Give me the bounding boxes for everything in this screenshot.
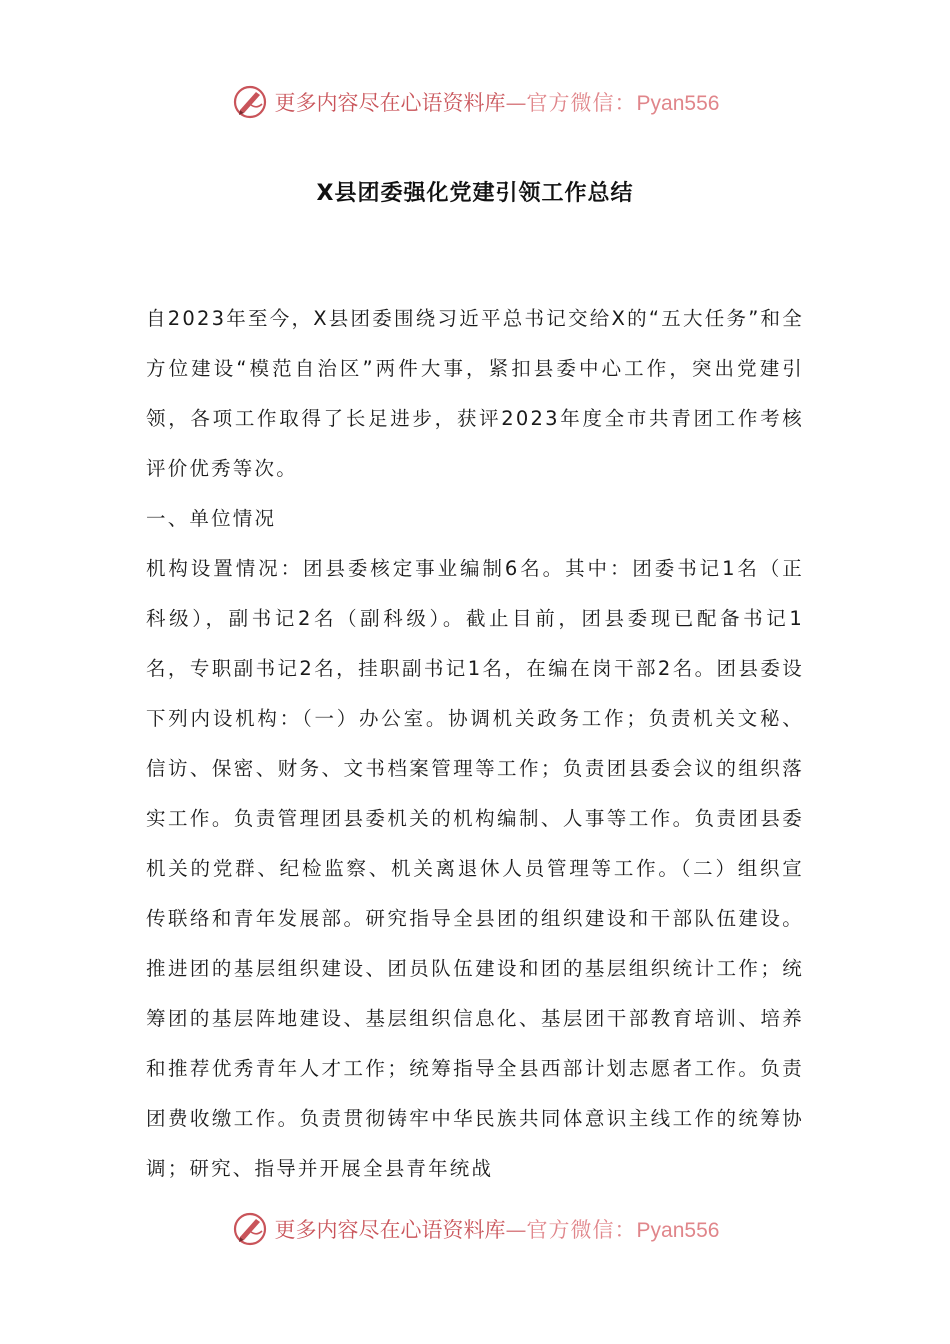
document-body [146,294,804,1194]
watermark-text [275,1214,720,1244]
watermark-separator: — [505,91,527,115]
watermark-main-text: 更多内容尽在心语资料库 [274,91,506,115]
section-heading: 一、单位情况 [146,507,277,530]
bottom-watermark-banner [0,1207,950,1251]
watermark-wechat-label: 官方微信： [526,91,637,115]
body-paragraph: 机构设置情况：团县委核定事业编制6名。其中：团委书记1名（正科级），副书记2名（副科级）。截止目前，团县委现已配备书记1名，专职副书记2名，挂职副书记1名，在编在岗干部2名。团县委设下列内设机构：（一）办公室。协调机关政务工作；负责机关文秘、信访、保密、财务、文书档案管理等工作；负责团县委会议的组织落实工作。负责管理团县委机关的机构编制、人事等工作。负责团县委机关的党群、纪检监察、机关离退休人员管理等工作。（二）组织宣传联络和青年发展部。研究指导全县团的组织建设和干部队伍建设。推进团的基层组织建设、团员队伍建设和团的基层组织统计工作；统筹团的基层阵地建设、基层组织信息化、基层团干部教育培训、培养和推荐优秀青年人才工作；统筹指导全县西部计划志愿者工作。负责团费收缴工作。负责贯彻铸牢中华民族共同体意识主线工作的统筹协调；研究、指导并开展全县青年统战 [146,557,804,1180]
watermark-main-text: 更多内容尽在心语资料库 [274,1218,506,1242]
watermark-wechat-label: 官方微信： [526,1218,637,1242]
top-watermark-banner [0,80,950,124]
watermark-wechat-id: Pyan556 [636,1219,720,1242]
pen-circle-logo-icon [231,83,269,121]
watermark-wechat-id: Pyan556 [636,92,720,115]
watermark-text [275,87,720,117]
intro-paragraph: 自2023年至今，X县团委围绕习近平总书记交给X的“五大任务”和全方位建设“模范自治区”两件大事，紧扣县委中心工作，突出党建引领，各项工作取得了长足进步，获评2023年度全市共青团工作考核评价优秀等次。 [146,307,804,480]
pen-circle-logo-icon [231,1210,269,1248]
document-title: X县团委强化党建引领工作总结 [316,181,634,206]
watermark-separator: — [505,1218,527,1242]
